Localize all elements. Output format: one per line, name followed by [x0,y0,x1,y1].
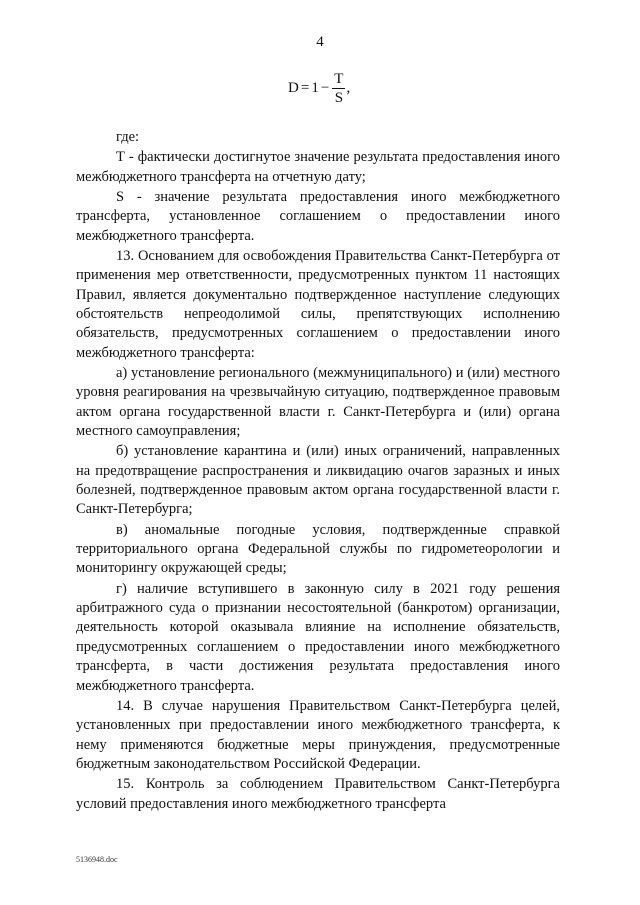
paragraph-where: где: [116,129,140,145]
document-filename: 5136948.doc [76,855,118,864]
formula-fraction [332,70,345,107]
paragraph-13: 13. Основанием для освобождения Правительства Санкт-Петербурга от применения мер ответственности, предусмотренных пунктом 11 настоящих Правил, является документально подтвержденное наступление следующих обстоятельств непреодолимой силы, препятствующих исполнению обязательств, предусмотренных соглашением о предоставлении иного межбюджетного трансферта: [76,247,560,361]
paragraph-13-a: а) установление регионального (межмуниципального) и (или) местного уровня реагирования на чрезвычайную ситуацию, подтвержденное правовым актом органа государственной власти г. Санкт-Петербурга и (или) органа местного самоуправления; [76,364,560,440]
formula-one: 1 [311,80,319,96]
page-number: 4 [316,34,324,50]
body-text [76,128,560,815]
paragraph-13-b: б) установление карантина и (или) иных ограничений, направленных на предотвращение распространения и ликвидацию очагов заразных и иных болезней, подтвержденное правовым актом органа государственной власти г. Санкт-Петербурга; [76,443,560,518]
paragraph-14: 14. В случае нарушения Правительством Санкт-Петербурга целей, установленных при предоставлении иного межбюджетного трансферта, к нему применяются бюджетные меры принуждения, предусмотренные бюджетным законодательством Российской Федерации. [76,697,560,772]
formula-denominator: S [334,90,344,106]
paragraph-t-definition: Т - фактически достигнутое значение результата предоставления иного межбюджетного трансферта на отчетную дату; [76,149,560,185]
paragraph-13-g: г) наличие вступившего в законную силу в 2021 году решения арбитражного суда о признании несостоятельной (банкротом) организации, деятельность которой оказывала влияние на исполнение обязательств, предусмотренных соглашением о предоставлении иного межбюджетного трансферта, в части достижения результата предоставления иного межбюджетного трансферта. [76,580,560,694]
formula-numerator: T [334,71,344,87]
paragraph-s-definition: S - значение результата предоставления иного межбюджетного трансферта, установленное соглашением о предоставлении иного межбюджетного трансферта. [76,188,560,244]
formula-trail: , [346,80,351,96]
formula-eq: = [300,80,310,96]
paragraph-13-v: в) аномальные погодные условия, подтвержденные справкой территориального органа Федеральной службы по гидрометеорологии и мониторингу окружающей среды; [76,521,560,577]
formula-minus: − [320,80,330,96]
paragraph-15: 15. Контроль за соблюдением Правительством Санкт-Петербурга условий предоставления иного межбюджетного трансферта [76,776,560,812]
formula-lhs: D [288,80,299,96]
formula [288,70,350,107]
